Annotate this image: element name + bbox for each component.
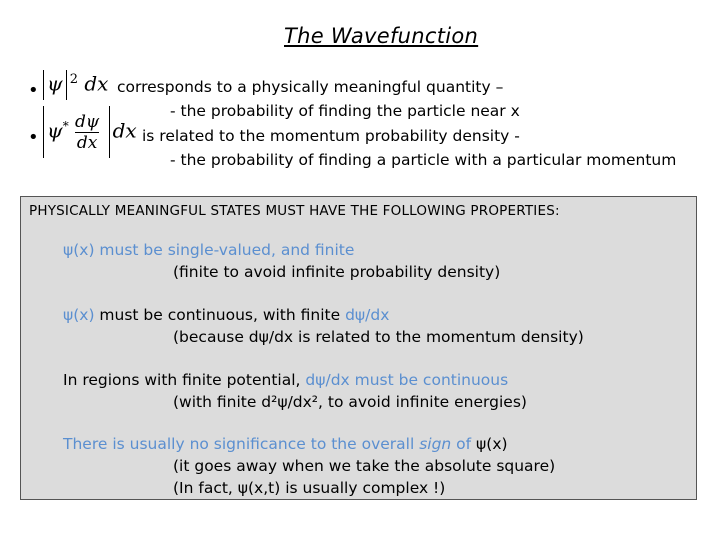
page-title: The Wavefunction [284, 24, 479, 48]
property-3-highlight: dψ/dx must be continuous [305, 371, 509, 389]
property-3-line-1 [63, 371, 508, 389]
property-4-text-1: There is usually no significance to the overall [63, 435, 420, 453]
property-4-sign: sign [419, 435, 452, 453]
probability-formula: ψ $^2$ dx [40, 70, 108, 100]
property-4-line-2: (it goes away when we take the absolute square) [173, 457, 556, 475]
property-3-line-2: (with finite d²ψ/dx², to avoid infinite energies) [173, 393, 527, 411]
bullet-2-line-1: is related to the momentum probability density - [142, 127, 520, 145]
bullet-1-line-1: corresponds to a physically meaningful quantity – [117, 78, 504, 96]
property-2-text: must be continuous, with finite [94, 306, 346, 324]
property-1-line-2: (finite to avoid infinite probability density) [173, 263, 501, 281]
property-2-derivative: dψ/dx [345, 306, 390, 324]
bullet-2-line-2: - the probability of finding a particle with a particular momentum [170, 151, 677, 169]
property-4-text-2: of [451, 435, 477, 453]
property-4-line-3: (In fact, ψ(x,t) is usually complex !) [173, 479, 446, 497]
bullet-1-line-2: - the probability of finding the particle near x [170, 102, 520, 120]
momentum-formula: ψ* $\frac{d\psi}{dx}$ dx [40, 106, 137, 158]
property-3-text: In regions with finite potential, [63, 371, 306, 389]
property-4-line-1 [63, 435, 508, 453]
property-2-psi: ψ(x) [63, 306, 95, 324]
bullet-marker-2: • [28, 127, 39, 148]
properties-box [20, 196, 697, 500]
property-4-psi: ψ(x) [476, 435, 508, 453]
property-2-line-1 [63, 306, 389, 324]
bullet-marker-1: • [28, 80, 39, 101]
property-2-line-2: (because dψ/dx is related to the momentum density) [173, 328, 584, 346]
property-1-line-1: ψ(x) must be single-valued, and finite [63, 241, 355, 259]
box-heading: PHYSICALLY MEANINGFUL STATES MUST HAVE THE FOLLOWING PROPERTIES: [29, 203, 560, 219]
